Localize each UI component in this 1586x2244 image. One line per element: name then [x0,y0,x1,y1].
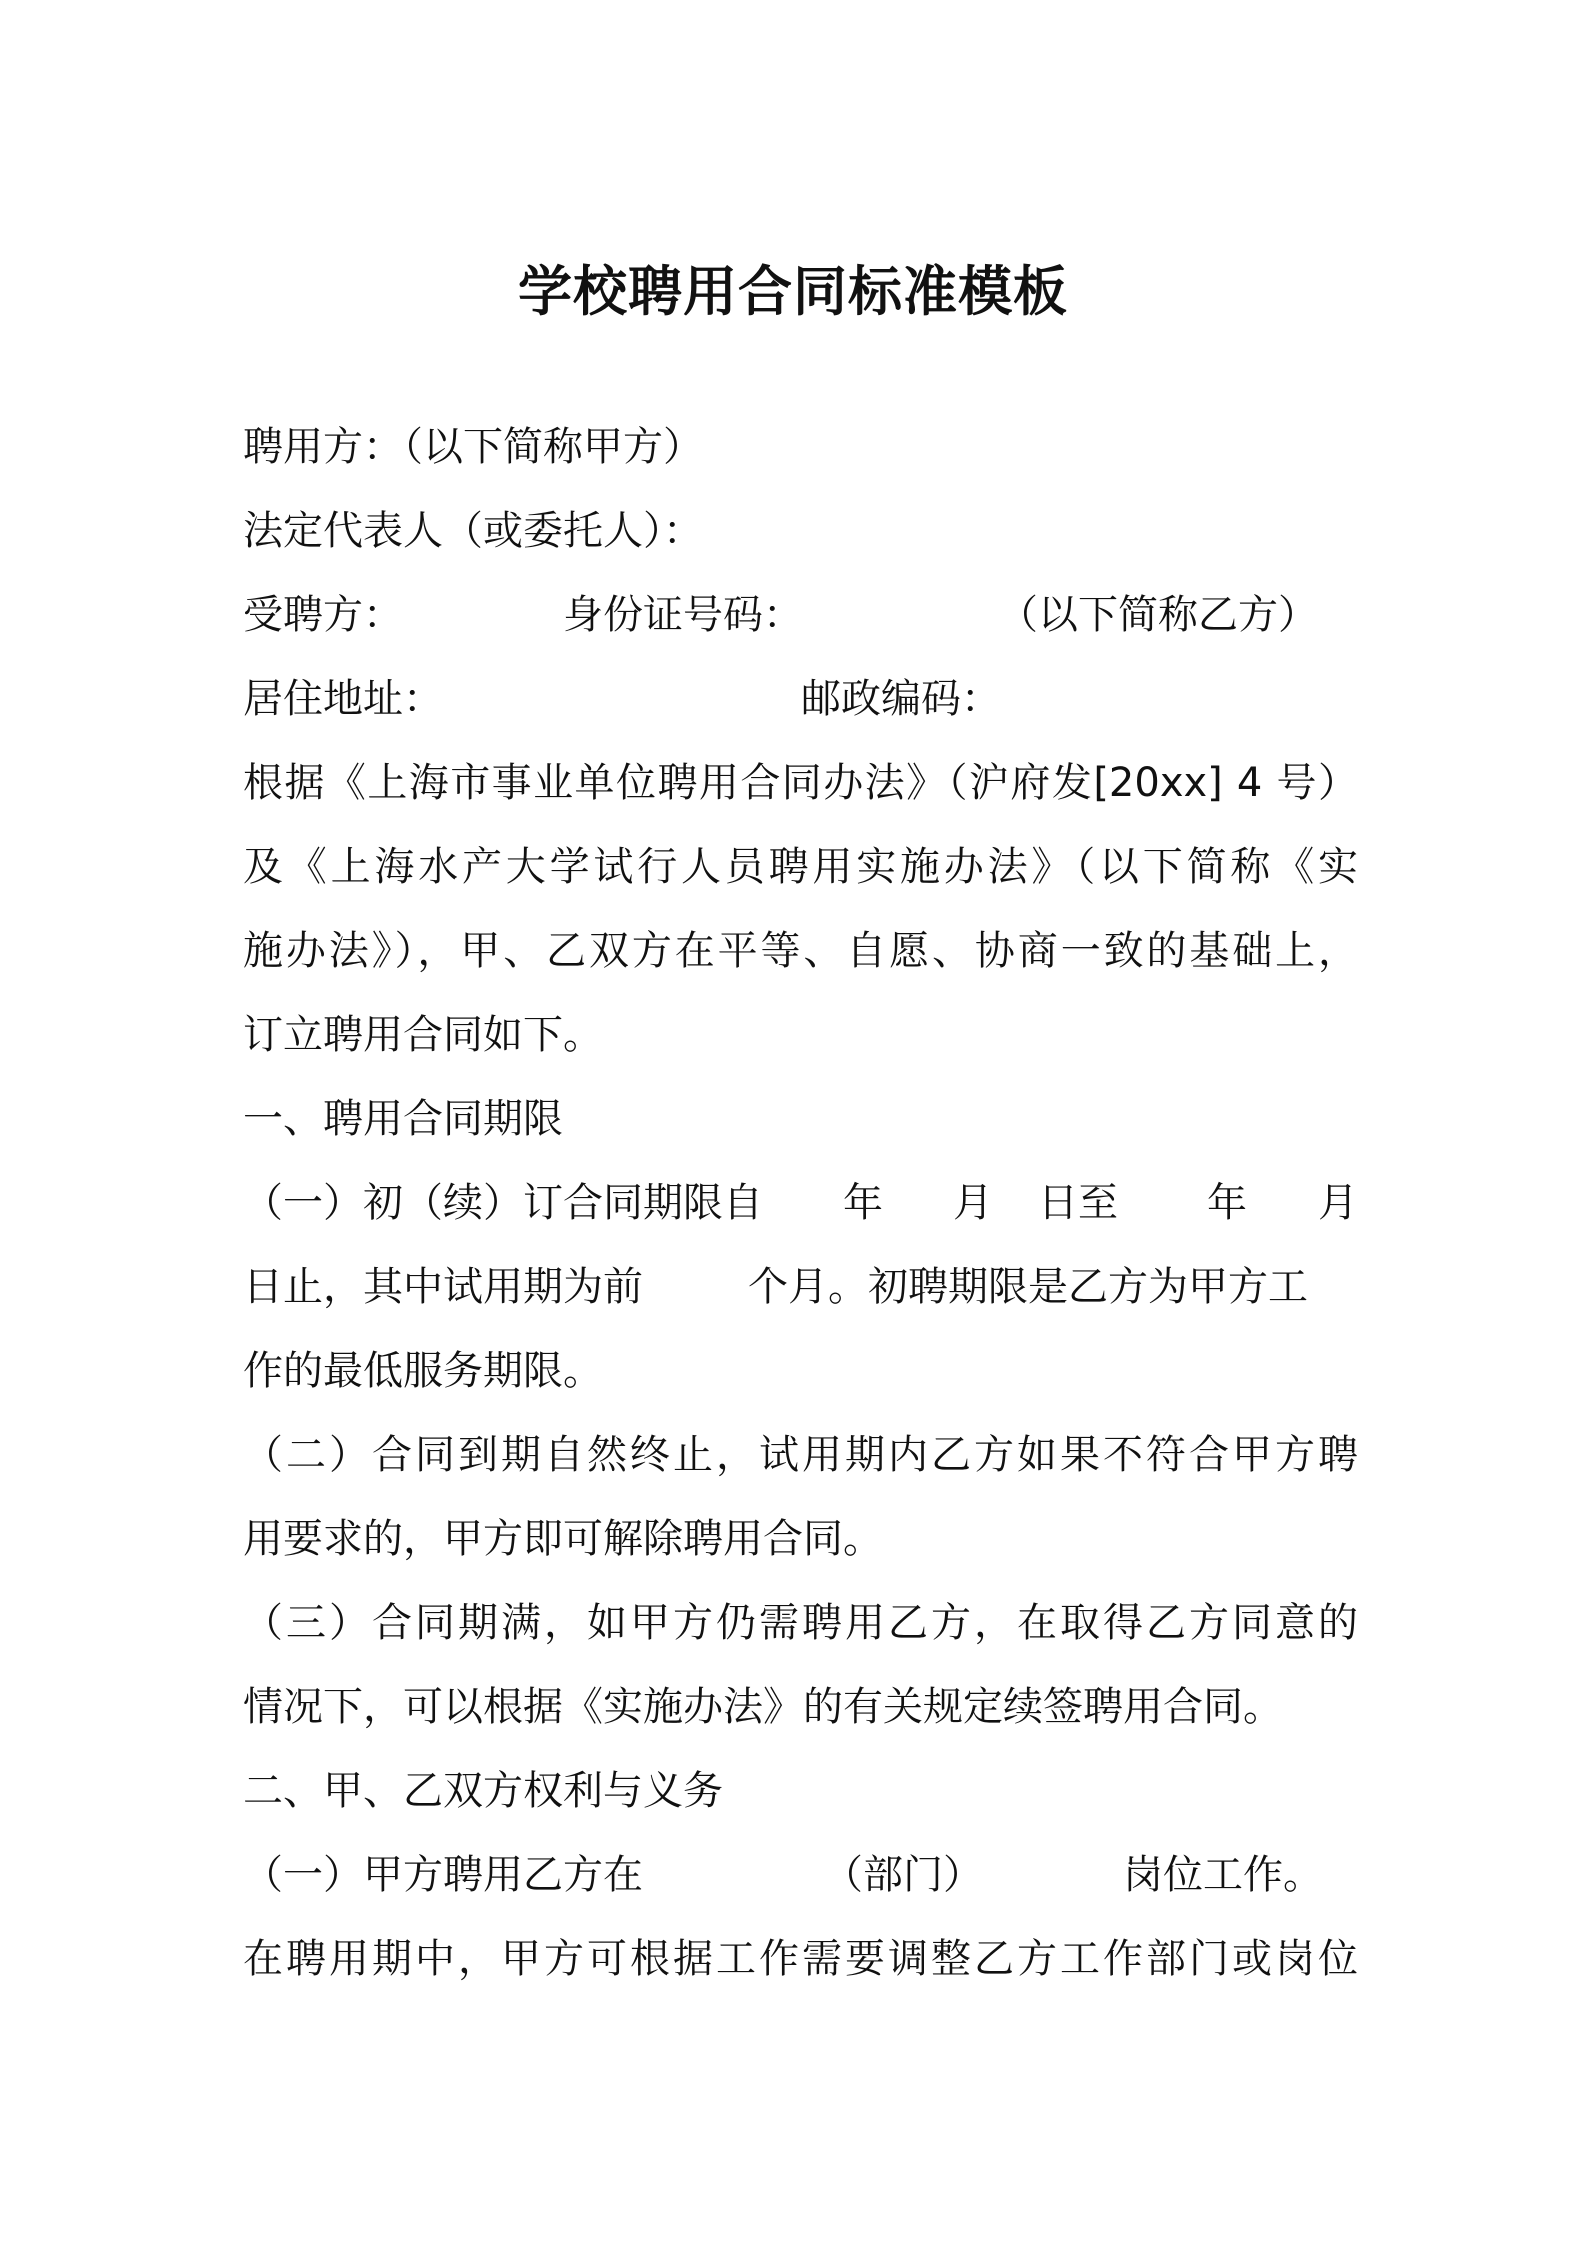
employer-label: 聘用方：（以下简称甲方） [243,424,703,470]
clause-line [243,1581,1363,1665]
preamble-text: 施办法》），甲、乙双方在平等、自愿、协商一致的基础上， [243,928,1358,974]
section2-heading: 二、甲、乙双方权利与义务 [243,1768,723,1814]
probation-text: 个月。初聘期限是乙方为甲方工 [748,1264,1308,1310]
preamble-line [243,825,1363,909]
start-year-label: 年 [843,1180,883,1226]
clause-line [243,1833,1363,1917]
post-label: 岗位工作。 [1123,1852,1323,1898]
document-title: 学校聘用合同标准模板 [518,260,1068,323]
preamble-text: 根据《上海市事业单位聘用合同办法》（沪府发[20xx] 4 号） [243,760,1358,806]
clause-line [243,1917,1363,2001]
legal-rep-label: 法定代表人（或委托人）： [243,508,703,554]
term-clause-prefix: （一）初（续）订合同期限自 [243,1180,763,1226]
postcode-label: 邮政编码： [801,676,1001,722]
term-end-text: 日止，其中试用期为前 [243,1264,643,1310]
preamble-text: 订立聘用合同如下。 [243,1012,603,1058]
clause-line [243,1245,1363,1329]
clause-text: 情况下，可以根据《实施办法》的有关规定续签聘用合同。 [243,1684,1283,1730]
employee-label: 受聘方： [243,592,403,638]
section-heading [243,1077,1363,1161]
address-label: 居住地址： [243,676,443,722]
clause-text: （三）合同期满，如甲方仍需聘用乙方，在取得乙方同意的 [243,1600,1358,1646]
clause-line [243,1413,1363,1497]
assignment-prefix: （一）甲方聘用乙方在 [243,1852,643,1898]
preamble-text: 及《上海水产大学试行人员聘用实施办法》（以下简称《实 [243,844,1358,890]
section1-heading: 一、聘用合同期限 [243,1096,563,1142]
clause-text: 在聘用期中，甲方可根据工作需要调整乙方工作部门或岗位 [243,1936,1358,1982]
clause-text: 用要求的，甲方即可解除聘用合同。 [243,1516,883,1562]
department-label: （部门） [823,1852,983,1898]
clause-line [243,1497,1363,1581]
preamble-line [243,741,1363,825]
employer-line [243,405,1363,489]
end-month-label: 月 [1318,1180,1358,1226]
clause-line [243,1665,1363,1749]
party-b-note: （以下简称乙方） [998,592,1318,638]
id-number-label: 身份证号码： [563,592,803,638]
address-line [243,657,1363,741]
preamble-line [243,909,1363,993]
clause-text: （二）合同到期自然终止，试用期内乙方如果不符合甲方聘 [243,1432,1358,1478]
min-service-text: 作的最低服务期限。 [243,1348,603,1394]
clause-line [243,1161,1363,1245]
clause-line [243,1329,1363,1413]
legal-rep-line [243,489,1363,573]
preamble-line [243,993,1363,1077]
document-body [243,405,1363,2001]
section-heading [243,1749,1363,1833]
start-month-label: 月 [953,1180,993,1226]
end-year-label: 年 [1207,1180,1247,1226]
employee-line [243,573,1363,657]
start-day-to-label: 日至 [1038,1180,1118,1226]
